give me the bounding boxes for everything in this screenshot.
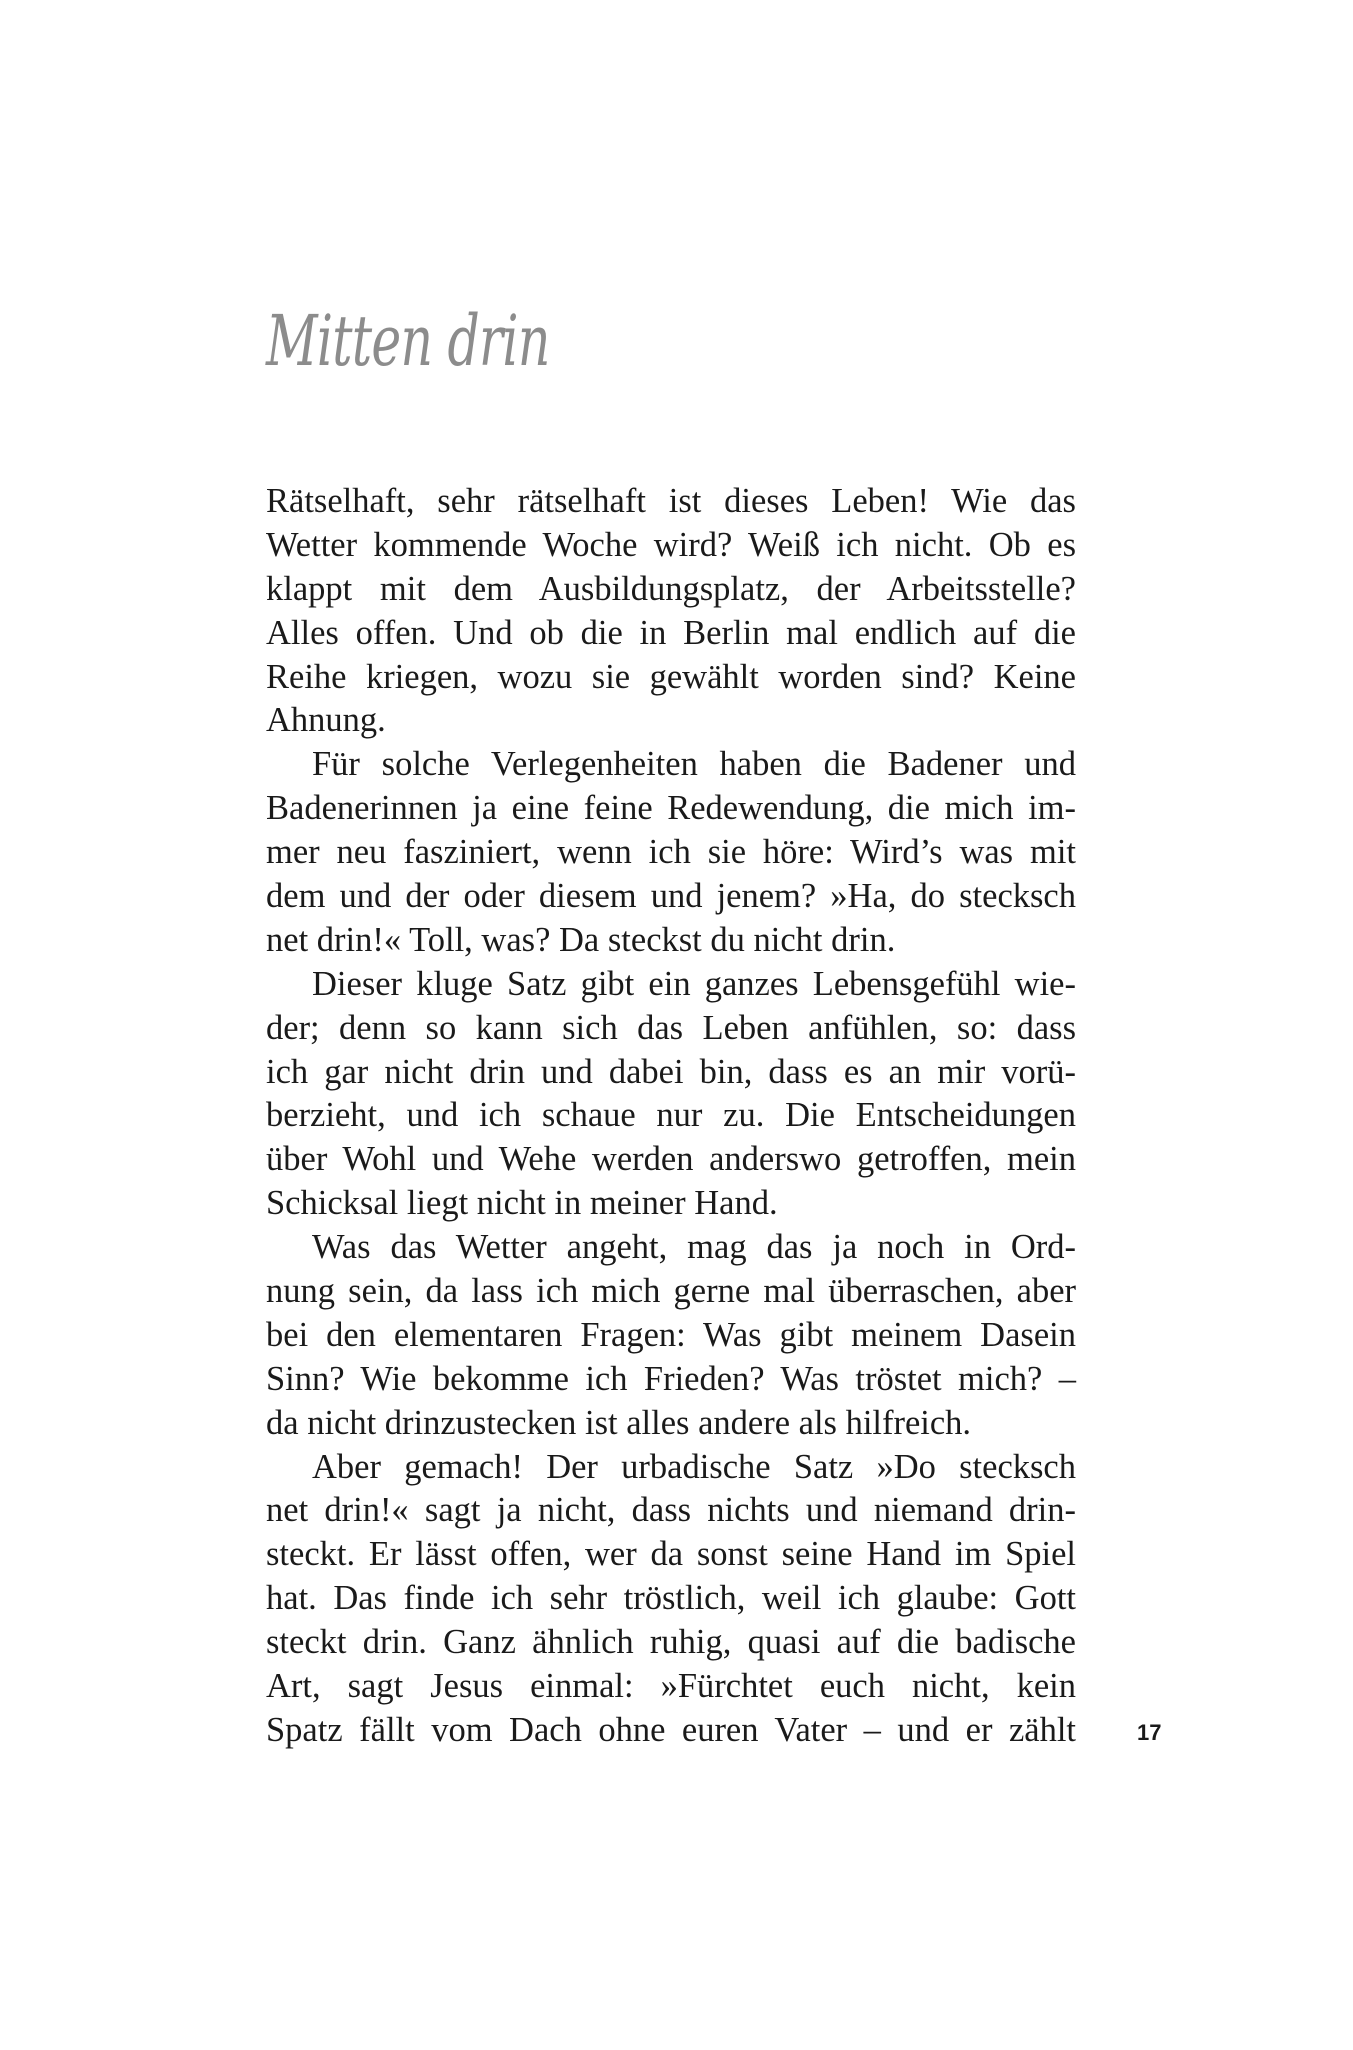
- text-line: Schicksal liegt nicht in meiner Hand.: [266, 1184, 778, 1223]
- text-line: Ahnung.: [266, 701, 386, 740]
- text-line: Dieser kluge Satz gibt ein ganzes Lebensgefühl wie-: [312, 964, 1076, 1003]
- chapter-title: Mitten drin: [266, 300, 550, 382]
- text-line: Spatz fällt vom Dach ohne euren Vater – und er zählt: [266, 1710, 1076, 1749]
- text-line: Badenerinnen ja eine feine Redewendung, die mich im-: [266, 789, 1076, 828]
- text-line: ich gar nicht drin und dabei bin, dass es an mir vorü-: [266, 1052, 1076, 1091]
- text-line: Art, sagt Jesus einmal: »Fürchtet euch nicht, kein: [266, 1667, 1076, 1706]
- text-line: Alles offen. Und ob die in Berlin mal endlich auf die: [266, 613, 1076, 652]
- text-line: Sinn? Wie bekomme ich Frieden? Was tröstet mich? –: [266, 1359, 1076, 1398]
- text-line: bei den elementaren Fragen: Was gibt meinem Dasein: [266, 1315, 1076, 1354]
- text-line: net drin!« Toll, was? Da steckst du nicht drin.: [266, 920, 896, 959]
- text-line: Für solche Verlegenheiten haben die Badener und: [312, 745, 1076, 784]
- text-line: über Wohl und Wehe werden anderswo getroffen, mein: [266, 1140, 1076, 1179]
- text-line: steckt. Er lässt offen, wer da sonst seine Hand im Spiel: [266, 1535, 1076, 1574]
- text-line: Aber gemach! Der urbadische Satz »Do stecksch: [312, 1447, 1076, 1486]
- text-line: berzieht, und ich schaue nur zu. Die Entscheidungen: [266, 1096, 1076, 1135]
- text-line: Rätselhaft, sehr rätselhaft ist dieses Leben! Wie das: [266, 482, 1076, 520]
- text-line: Wetter kommende Woche wird? Weiß ich nicht. Ob es: [266, 525, 1076, 564]
- text-line: klappt mit dem Ausbildungsplatz, der Arbeitsstelle?: [266, 569, 1076, 608]
- body-text: [266, 480, 1076, 1753]
- text-line: hat. Das finde ich sehr tröstlich, weil ich glaube: Gott: [266, 1579, 1076, 1618]
- text-line: net drin!« sagt ja nicht, dass nichts und niemand drin-: [266, 1491, 1076, 1530]
- page-number: 17: [1137, 1720, 1162, 1745]
- text-line: der; denn so kann sich das Leben anfühlen, so: dass: [266, 1008, 1076, 1047]
- text-line: Reihe kriegen, wozu sie gewählt worden sind? Keine: [266, 657, 1076, 696]
- text-line: da nicht drinzustecken ist alles andere als hilfreich.: [266, 1403, 972, 1442]
- text-line: steckt drin. Ganz ähnlich ruhig, quasi auf die badische: [266, 1623, 1076, 1662]
- text-line: Was das Wetter angeht, mag das ja noch in Ord-: [312, 1228, 1076, 1267]
- text-line: nung sein, da lass ich mich gerne mal überraschen, aber: [266, 1272, 1076, 1311]
- text-line: dem und der oder diesem und jenem? »Ha, do stecksch: [266, 877, 1076, 916]
- text-line: mer neu fasziniert, wenn ich sie höre: Wird’s was mit: [266, 833, 1076, 872]
